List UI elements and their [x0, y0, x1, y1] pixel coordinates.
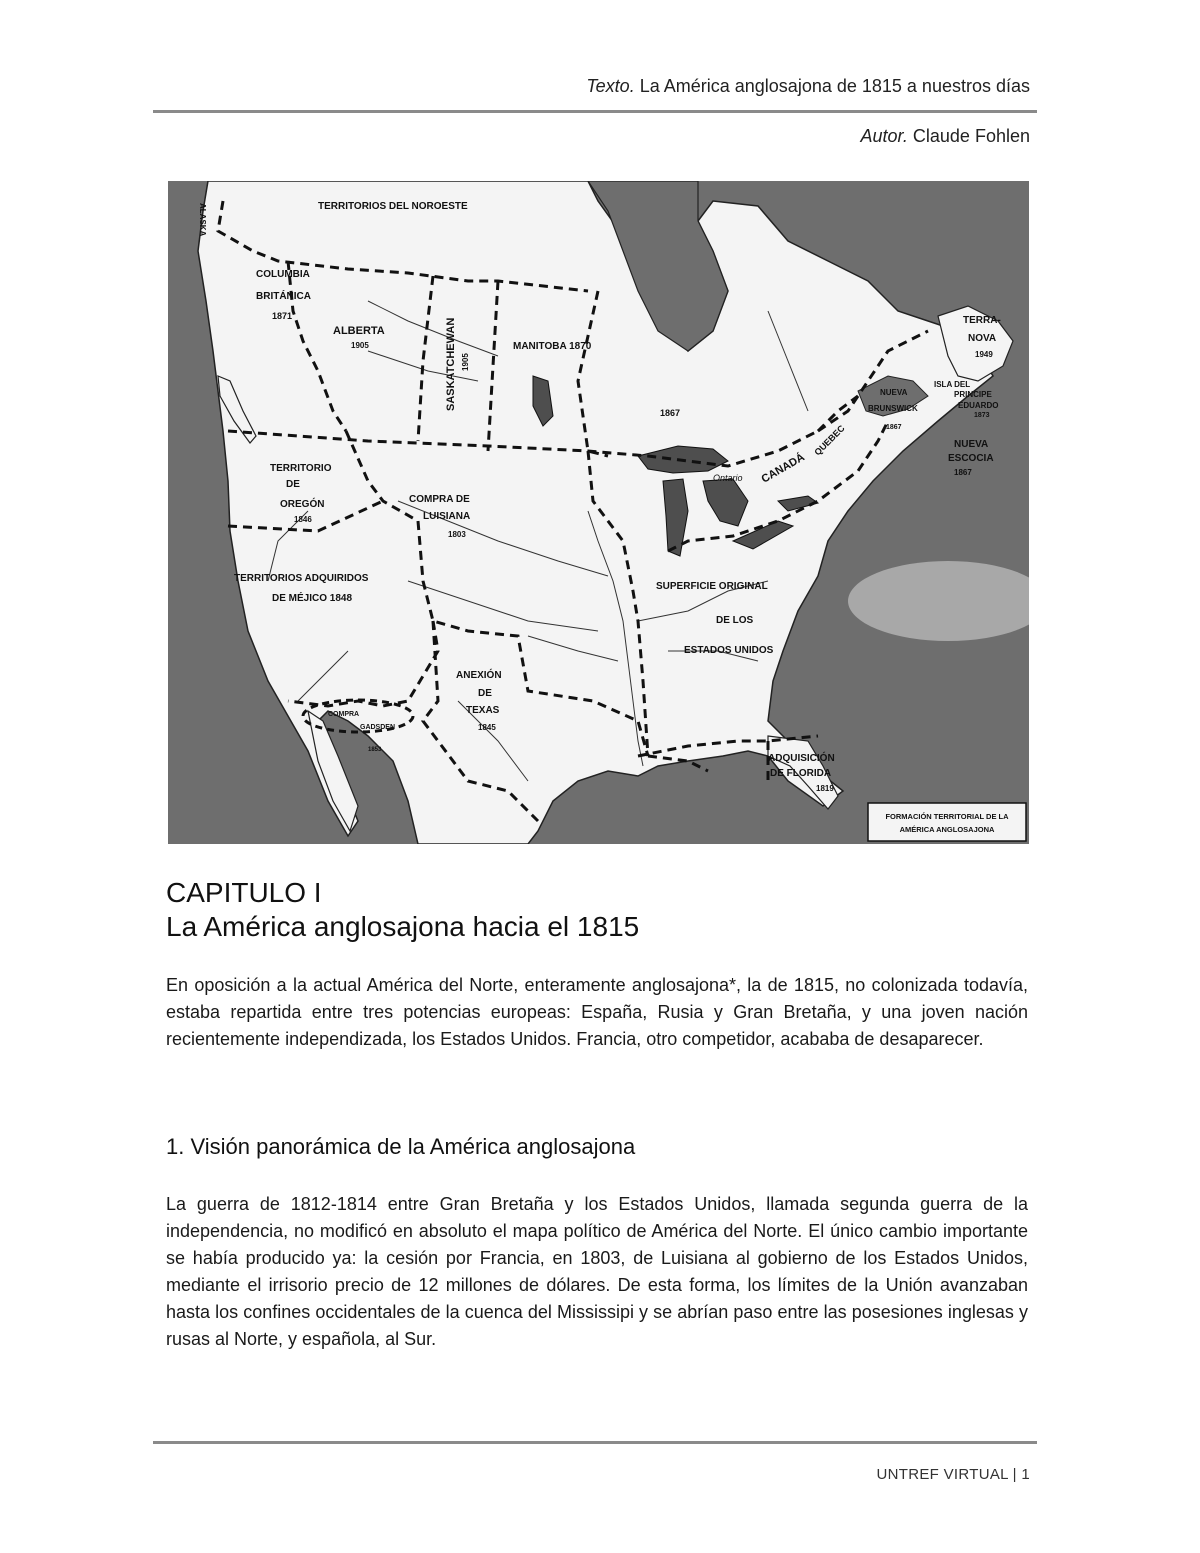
label-oregon-2: DE — [286, 479, 300, 490]
label-nueva-e-2: ESCOCIA — [948, 453, 994, 464]
chapter-number: CAPITULO I — [166, 877, 322, 908]
label-sask-year: 1905 — [461, 353, 470, 371]
label-quebec: QUEBEC — [812, 423, 847, 458]
label-alberta-year: 1905 — [351, 341, 369, 350]
map-caption-box — [868, 803, 1026, 841]
label-texas-year: 1845 — [478, 723, 496, 732]
label-isla-1: ISLA DEL — [934, 380, 971, 389]
label-gadsden-2: GADSDEN — [360, 724, 396, 731]
label-ontario: Ontario — [713, 473, 743, 483]
territorial-map — [168, 181, 1029, 844]
label-columbia-year: 1871 — [272, 311, 293, 321]
label-gadsden-1: COMPRA — [328, 711, 360, 718]
label-oregon-3: OREGÓN — [280, 499, 325, 510]
label-nueva-e-1: NUEVA — [954, 439, 989, 450]
label-oregon-1: TERRITORIO — [270, 463, 332, 474]
label-columbia-2: BRITÁNICA — [256, 291, 311, 302]
header-author-prefix: Autor. — [860, 126, 908, 146]
label-gadsden-year: 1853 — [368, 747, 382, 753]
label-terranova-2: NOVA — [968, 333, 997, 344]
label-alberta: ALBERTA — [333, 325, 385, 337]
label-isla-year: 1873 — [974, 412, 990, 419]
section-1-title: 1. Visión panorámica de la América anglosajona — [166, 1134, 636, 1159]
paragraph-1: En oposición a la actual América del Norte, enteramente anglosajona*, la de 1815, no colonizada todavía, estaba repartida entre tres potencias europeas: España, Rusia y Gran Bretaña, y una joven nación recientemente independizada, los Estados Unidos. Francia, otro competidor, acababa de desaparecer. — [166, 975, 1028, 1049]
label-luisiana-year: 1803 — [448, 530, 466, 539]
chapter-heading — [166, 876, 639, 944]
label-canada: CANADÁ — [759, 451, 807, 486]
label-saskatchewan: SASKATCHEWAN — [445, 317, 457, 411]
label-nueva-b-year: 1867 — [886, 424, 902, 431]
label-ontario-year: 1867 — [660, 408, 681, 418]
label-nueva-b-1: NUEVA — [880, 388, 908, 397]
header-title — [586, 76, 1030, 97]
label-superficie-1: SUPERFICIE ORIGINAL — [656, 581, 768, 592]
label-terranova-1: TERRA- — [963, 315, 1001, 326]
label-isla-3: EDUARDO — [958, 401, 999, 410]
label-isla-2: PRINCIPE — [954, 390, 992, 399]
label-florida-year: 1819 — [816, 784, 834, 793]
label-noroeste: TERRITORIOS DEL NOROESTE — [318, 201, 468, 212]
map-caption-line1: FORMACIÓN TERRITORIAL DE LA — [885, 812, 1009, 821]
label-mexico-1: TERRITORIOS ADQUIRIDOS — [234, 573, 369, 584]
label-texas-2: DE — [478, 688, 492, 699]
label-mexico-2: DE MÉJICO 1848 — [272, 593, 353, 604]
label-terranova-year: 1949 — [975, 350, 993, 359]
header-title-text: La América anglosajona de 1815 a nuestros días — [639, 76, 1030, 96]
label-luisiana-1: COMPRA DE — [409, 494, 470, 505]
label-oregon-year: 1846 — [294, 515, 312, 524]
header-title-prefix: Texto. — [586, 76, 635, 96]
label-nueva-e-year: 1867 — [954, 468, 972, 477]
label-florida-1: ADQUISICIÓN — [768, 753, 835, 764]
label-superficie-2: DE LOS — [716, 615, 754, 626]
map-svg — [168, 181, 1029, 844]
label-alaska: ALASKA — [198, 203, 207, 237]
paragraph-2: La guerra de 1812-1814 entre Gran Bretaña y los Estados Unidos, llamada segunda guerra de la independencia, no modificó en absoluto el mapa político de América del Norte. El único cambio importante se había producido ya: la cesión por Francia, en 1803, de Luisiana al gobierno de los Estados Unidos, mediante el irrisorio precio de 12 millones de dólares. De esta forma, los límites de la Unión avanzaban hasta los confines occidentales de la cuenca del Mississipi y se abrían paso entre las posesiones inglesas y rusas al Norte, y española, al Sur. — [166, 1194, 1028, 1349]
label-columbia-1: COLUMBIA — [256, 269, 310, 280]
label-nueva-b-2: BRUNSWICK — [868, 404, 918, 413]
footer-page: UNTREF VIRTUAL | 1 — [876, 1466, 1030, 1483]
header-rule — [153, 110, 1037, 113]
label-superficie-3: ESTADOS UNIDOS — [684, 645, 774, 656]
header-author — [861, 126, 1030, 147]
label-luisiana-2: LUISIANA — [423, 511, 471, 522]
label-texas-1: ANEXIÓN — [456, 670, 502, 681]
label-manitoba: MANITOBA 1870 — [513, 341, 592, 352]
label-texas-3: TEXAS — [466, 705, 500, 716]
header-author-name: Claude Fohlen — [912, 126, 1030, 146]
footer-rule — [153, 1441, 1037, 1444]
map-caption-line2: AMÉRICA ANGLOSAJONA — [899, 825, 995, 834]
label-florida-2: DE FLORIDA — [770, 768, 832, 779]
chapter-title: La América anglosajona hacia el 1815 — [166, 911, 640, 942]
